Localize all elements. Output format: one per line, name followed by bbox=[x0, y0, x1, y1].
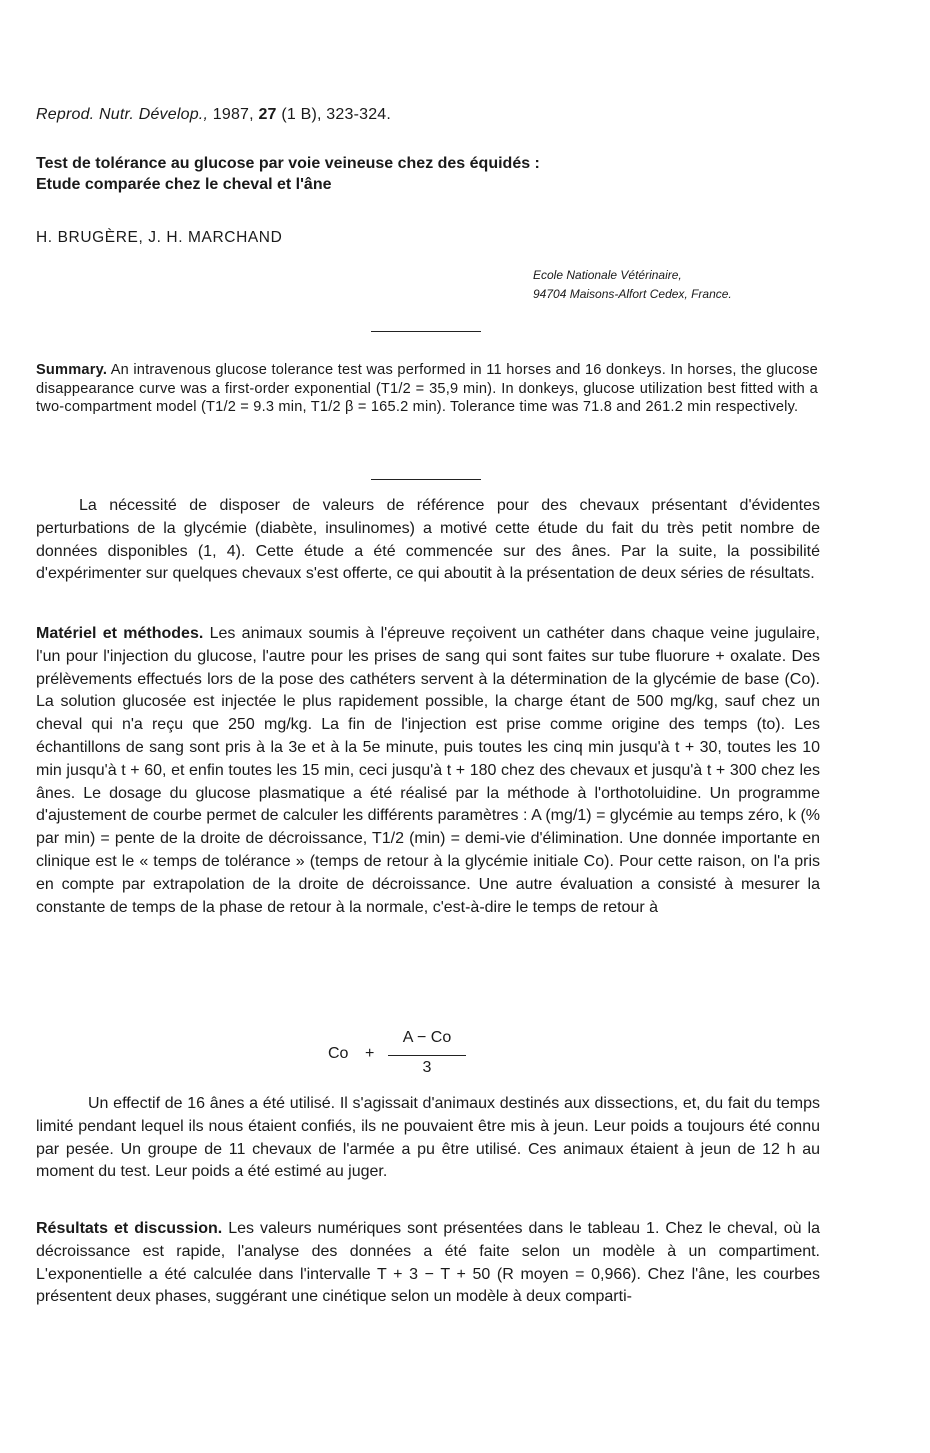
journal-name: Reprod. Nutr. Dévelop., bbox=[36, 106, 209, 123]
title-line-2: Etude comparée chez le cheval et l'âne bbox=[36, 176, 332, 193]
summary-label: Summary. bbox=[36, 362, 108, 378]
citation-volume: 27 bbox=[258, 106, 277, 123]
citation-issue-pages: (1 B), 323-324. bbox=[281, 106, 392, 123]
formula-plus: + bbox=[365, 1045, 375, 1062]
citation-year: 1987, bbox=[212, 106, 254, 123]
results-label: Résultats et discussion. bbox=[36, 1220, 223, 1237]
formula bbox=[0, 1028, 930, 1084]
title-line-1: Test de tolérance au glucose par voie veineuse chez des équidés : bbox=[36, 155, 540, 172]
summary-paragraph bbox=[36, 361, 818, 417]
formula-numerator: A − Co bbox=[402, 1029, 452, 1046]
divider-top bbox=[371, 331, 481, 332]
formula-denominator: 3 bbox=[422, 1059, 432, 1076]
methods-label: Matériel et méthodes. bbox=[36, 625, 204, 642]
divider-bottom bbox=[371, 479, 481, 480]
summary-text: An intravenous glucose tolerance test was performed in 11 horses and 16 donkeys. In horses, the glucose disappearance curve was a first-order exponential (T1/2 = 35,9 min). In donkeys, glucose utilization best fitted with a two-compartment model (T1/2 = 9.3 min, T1/2 β = 165.2 min). Tolerance time was 71.8 and 261.2 min respectively. bbox=[36, 362, 818, 416]
results-paragraph bbox=[36, 1218, 820, 1309]
intro-paragraph: La nécessité de disposer de valeurs de référence pour des chevaux présentant d'évidentes perturbations de la glycémie (diabète, insulinomes) a motivé cette étude du fait du très petit nombre de données disponibles (1, 4). Cette étude a été commencée sur des ânes. Par la suite, la possibilité d'expérimenter sur quelques chevaux s'est offerte, ce qui aboutit à la présentation de deux séries de résultats. bbox=[36, 497, 820, 583]
article-title bbox=[36, 153, 816, 195]
formula-co: Co bbox=[328, 1045, 349, 1062]
affiliation-line-2: 94704 Maisons-Alfort Cedex, France. bbox=[533, 287, 732, 301]
methods-text: Les animaux soumis à l'épreuve reçoivent un cathéter dans chaque veine jugulaire, l'un pour l'injection du glucose, l'autre pour les prises de sang qui sont faites sur tube fluorure + oxalate. Des prélèvements effectués lors de la pose des cathéters servent à la détermination de la glycémie de base (Co). La solution glucosée est injectée le plus rapidement possible, la charge étant de 500 mg/kg, sauf chez un cheval qui n'a reçu que 250 mg/kg. La fin de l'injection est prise comme origine des temps (to). Les échantillons de sang sont pris à la 3e et à la 5e minute, puis toutes les cinq min jusqu'à t + 30, toutes les 10 min jusqu'à t + 60, et enfin toutes les 15 min, ceci jusqu'à t + 180 chez des chevaux et jusqu'à t + 300 chez les ânes. Le dosage du glucose plasmatique a été réalisé par la méthode à l'orthotoluidine. Un programme d'ajustement de courbe permet de calculer les différents paramètres : A (mg/1) = glycémie au temps zéro, k (% par min) = pente de la droite de décroissance, T1/2 (min) = demi-vie d'élimination. Une donnée importante en clinique est le « temps de tolérance » (temps de retour à la glycémie initiale Co). Pour cette raison, on l'a pris en compte par extrapolation de la droite de décroissance. Une autre évaluation a consisté à mesurer la constante de temps de la phase de retour à la normale, c'est-à-dire le temps de retour à bbox=[36, 625, 820, 916]
formula-fraction-bar bbox=[388, 1055, 466, 1056]
affiliation bbox=[533, 266, 833, 304]
authors: H. BRUGÈRE, J. H. MARCHAND bbox=[36, 229, 283, 246]
affiliation-line-1: Ecole Nationale Vétérinaire, bbox=[533, 268, 682, 282]
citation-line bbox=[36, 106, 391, 124]
methods-paragraph bbox=[36, 623, 820, 919]
animals-paragraph: Un effectif de 16 ânes a été utilisé. Il s'agissait d'animaux destinés aux dissections, et, du fait du temps limité pendant lequel ils nous étaient confiés, ils ne pouvaient être mis à jeun. Leur poids a toujours été connu par pesée. Un groupe de 11 chevaux de l'armée a pu être utilisé. Ces animaux étaient à jeun de 12 h au moment du test. Leur poids a été estimé au juger. bbox=[36, 1095, 820, 1181]
results-text: Les valeurs numériques sont présentées dans le tableau 1. Chez le cheval, où la décroissance est rapide, l'analyse des données a été faite selon un modèle à un compartiment. L'exponentielle a été calculée dans l'intervalle T + 3 − T + 50 (R moyen = 0,966). Chez l'âne, les courbes présentent deux phases, suggérant une cinétique selon un modèle à deux comparti- bbox=[36, 1220, 821, 1306]
